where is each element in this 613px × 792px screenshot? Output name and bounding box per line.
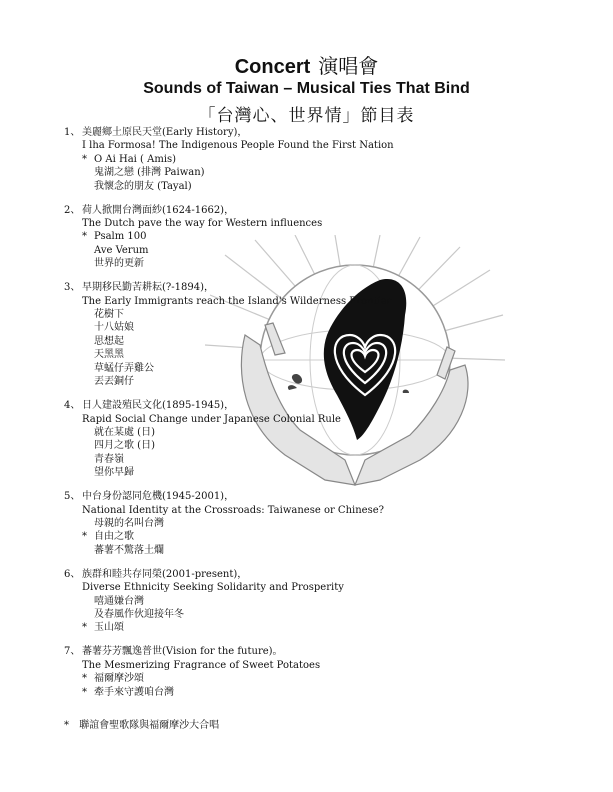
song-mark: [82, 244, 94, 257]
song-title: 丟丟銅仔: [94, 376, 134, 388]
program-section: [64, 126, 564, 193]
song-mark: [82, 257, 94, 270]
song-item: [64, 426, 564, 439]
program-section: [64, 568, 564, 635]
song-mark: [82, 166, 94, 179]
section-number: 3、: [64, 282, 81, 294]
footer-note: [64, 716, 219, 731]
song-mark: [82, 375, 94, 388]
song-item: [64, 439, 564, 452]
song-mark: [82, 180, 94, 193]
song-item: [64, 621, 564, 634]
song-title: 青春嶺: [94, 453, 124, 465]
section-english-description: National Identity at the Crossroads: Taiwanese or Chinese?: [82, 504, 384, 516]
song-mark: *: [82, 153, 87, 165]
program-title: 「台灣心、世界情」節目表: [198, 106, 415, 126]
song-item: [64, 530, 564, 543]
section-english-description: The Mesmerizing Fragrance of Sweet Potatoes: [82, 659, 321, 671]
song-title: 牽手來守護咱台灣: [94, 686, 174, 698]
song-mark: *: [82, 231, 87, 243]
song-mark: *: [82, 673, 87, 685]
section-heading-text: 荷人掀開台灣面紗(1624-1662)，: [82, 204, 235, 216]
song-item: [64, 230, 564, 243]
song-item: [64, 180, 564, 193]
song-mark: [82, 426, 94, 439]
song-item: [64, 257, 564, 270]
section-heading: [64, 645, 564, 658]
section-heading: [64, 568, 564, 581]
section-heading: [64, 490, 564, 503]
song-title: 花樹下: [94, 309, 124, 321]
section-heading-text: 日人建設殖民文化(1895-1945)，: [82, 400, 235, 412]
program-list: [64, 126, 564, 710]
song-title: 就在某處 (日): [94, 426, 155, 438]
song-title: 鬼湖之戀 (排灣 Paiwan): [94, 167, 205, 179]
section-english-description: Diverse Ethnicity Seeking Solidarity and Prosperity: [82, 582, 344, 594]
song-title: 蕃薯不驚落土爛: [94, 544, 164, 556]
section-english-description: The Dutch pave the way for Western influences: [82, 218, 323, 230]
song-title: 福爾摩沙頌: [94, 673, 144, 685]
song-mark: [82, 439, 94, 452]
song-mark: [82, 595, 94, 608]
song-mark: [82, 608, 94, 621]
song-item: [64, 686, 564, 699]
song-mark: [82, 466, 94, 479]
title-english: Concert: [234, 56, 311, 78]
song-title: 世界的更新: [94, 258, 144, 270]
song-title: 嘻通嫌台灣: [94, 595, 144, 607]
song-title: 十八姑娘: [94, 322, 134, 334]
section-number: 1、: [64, 127, 81, 138]
program-section: [64, 281, 564, 388]
section-english-description: I lha Formosa! The Indigenous People Found the First Nation: [82, 140, 394, 152]
song-item: [64, 375, 564, 388]
section-number: 4、: [64, 400, 81, 412]
section-number: 6、: [64, 568, 81, 580]
song-item: [64, 544, 564, 557]
song-title: O Ai Hai ( Amis): [94, 153, 177, 165]
section-heading: [64, 281, 564, 294]
section-english-description: Rapid Social Change under Japanese Colonial Rule: [82, 413, 341, 425]
section-heading: [64, 204, 564, 217]
section-english-description: The Early Immigrants reach the Island's Wilderness Frontier: [82, 295, 392, 307]
song-item: [64, 166, 564, 179]
song-item: [64, 308, 564, 321]
title-chinese: 演唱會: [318, 54, 379, 78]
song-title: 玉山頌: [94, 622, 124, 634]
page-title: [0, 50, 613, 79]
section-heading-text: 中台身份認同危機(1945-2001)，: [82, 491, 235, 503]
song-title: Ave Verum: [94, 244, 149, 256]
song-item: [64, 321, 564, 334]
song-item: [64, 608, 564, 621]
song-item: [64, 595, 564, 608]
song-title: 我懷念的朋友 (Tayal): [94, 180, 192, 192]
song-title: 母親的名叫台灣: [94, 517, 164, 529]
program-section: [64, 399, 564, 479]
section-heading: [64, 399, 564, 412]
section-heading-text: 美麗鄉土原民天堂(Early History)，: [82, 127, 248, 138]
song-title: 四月之歌 (日): [94, 440, 155, 452]
section-number: 2、: [64, 204, 81, 216]
song-mark: [82, 544, 94, 557]
song-item: [64, 362, 564, 375]
song-title: 望你早歸: [94, 467, 134, 479]
song-mark: *: [82, 531, 87, 543]
song-item: [64, 672, 564, 685]
song-item: [64, 244, 564, 257]
song-item: [64, 453, 564, 466]
song-item: [64, 348, 564, 361]
song-mark: [82, 308, 94, 321]
program-section: [64, 204, 564, 271]
song-item: [64, 466, 564, 479]
section-heading-text: 蕃薯芬芳飄逸普世(Vision for the future)。: [82, 646, 283, 658]
song-mark: [82, 335, 94, 348]
song-title: 自由之歌: [94, 531, 134, 543]
song-mark: [82, 348, 94, 361]
song-mark: *: [82, 622, 87, 634]
section-heading-text: 族群和睦共存同榮(2001-present)，: [82, 568, 248, 580]
song-title: 思想起: [94, 335, 124, 347]
footer-text: 聯誼會聖歌隊與福爾摩沙大合唱: [79, 720, 220, 731]
program-section: [64, 490, 564, 557]
song-mark: [82, 453, 94, 466]
song-item: [64, 335, 564, 348]
song-mark: [82, 321, 94, 334]
page-subtitle: Sounds of Taiwan – Musical Ties That Bind: [143, 80, 470, 97]
song-mark: [82, 362, 94, 375]
song-mark: [82, 517, 94, 530]
song-title: 天黑黑: [94, 349, 124, 361]
section-heading: [64, 126, 564, 139]
program-section: [64, 645, 564, 699]
song-title: 及春風作伙迎接年冬: [94, 608, 184, 620]
song-title: Psalm 100: [94, 231, 147, 243]
footer-mark: *: [64, 720, 69, 731]
section-heading-text: 早期移民勤苦耕耘(?-1894)，: [82, 282, 214, 294]
song-mark: *: [82, 686, 87, 698]
song-item: [64, 517, 564, 530]
song-item: [64, 153, 564, 166]
section-number: 5、: [64, 491, 81, 503]
song-title: 草蜢仔弄雞公: [94, 362, 154, 374]
section-number: 7、: [64, 646, 81, 658]
